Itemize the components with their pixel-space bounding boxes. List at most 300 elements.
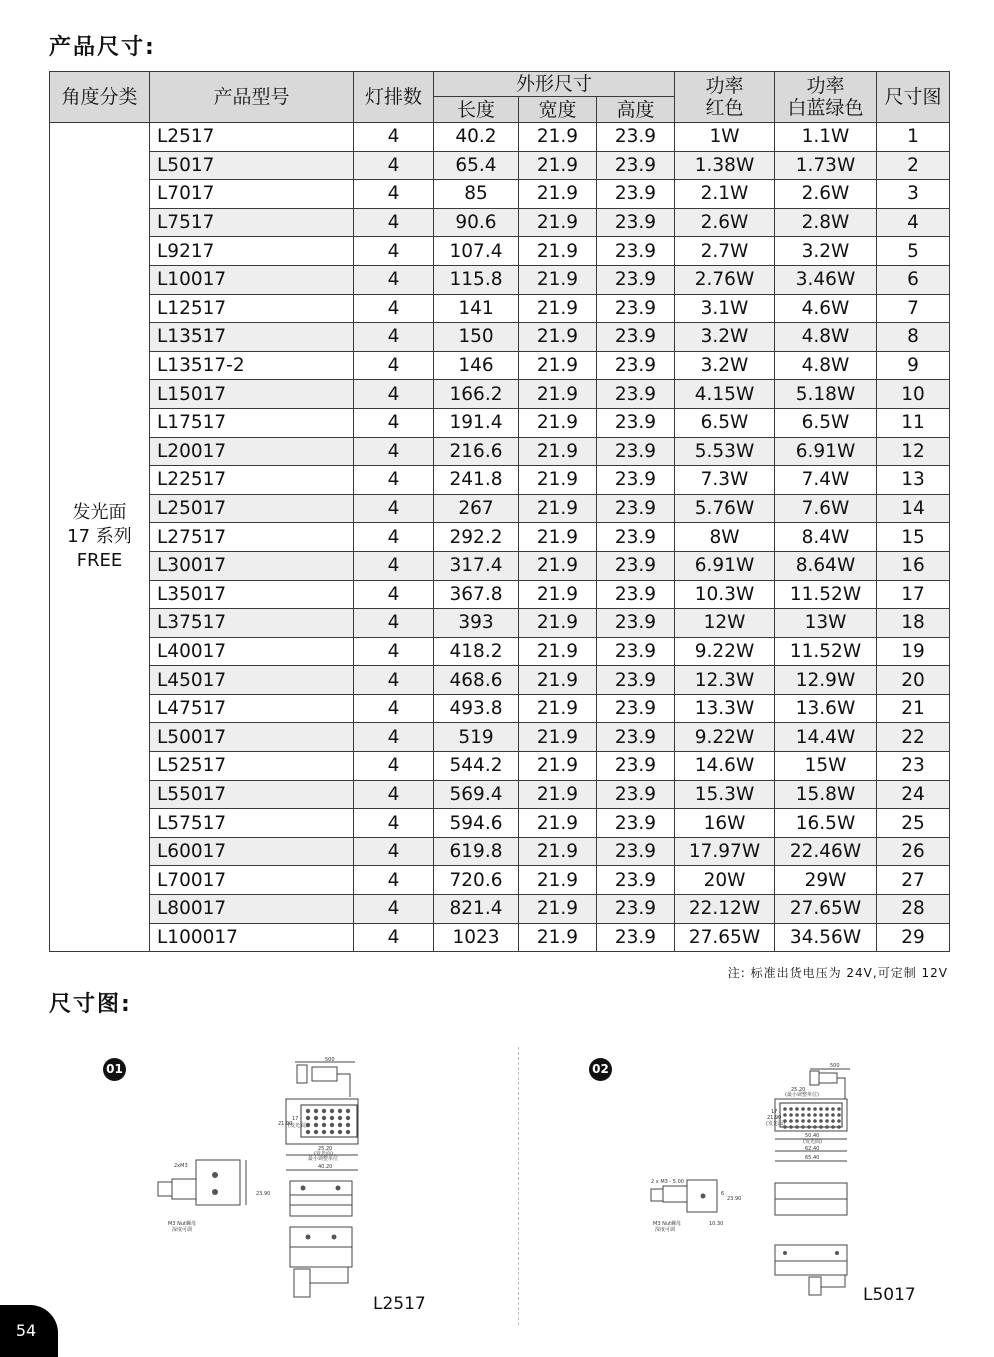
drawing-no-cell: 7	[877, 294, 950, 323]
power-red-cell: 2.76W	[675, 265, 775, 294]
power-red-cell: 2.6W	[675, 208, 775, 237]
rows-cell: 4	[354, 151, 434, 180]
product-spec-table	[49, 71, 950, 952]
height-cell: 23.9	[597, 551, 675, 580]
category-line: 17 系列	[67, 526, 132, 548]
power-red-cell: 12W	[675, 609, 775, 638]
table-row	[50, 294, 950, 323]
power-other-cell: 22.46W	[775, 837, 877, 866]
table-row	[50, 151, 950, 180]
model-cell: L12517	[150, 294, 354, 323]
power-other-cell: 8.64W	[775, 551, 877, 580]
length-cell: 619.8	[434, 837, 519, 866]
power-red-cell: 7.3W	[675, 466, 775, 495]
model-cell: L37517	[150, 609, 354, 638]
width-cell: 21.9	[519, 408, 597, 437]
section-title-product-size: 产品尺寸:	[49, 35, 156, 60]
width-cell: 21.9	[519, 551, 597, 580]
power-other-cell: 29W	[775, 866, 877, 895]
dim-side-h: 23.90	[256, 1191, 271, 1197]
dim-front-d0-note: (最小调整单位)	[785, 1092, 819, 1098]
power-other-cell: 1.1W	[775, 123, 877, 152]
rows-cell: 4	[354, 637, 434, 666]
width-cell: 21.9	[519, 752, 597, 781]
drawing-no-cell: 2	[877, 151, 950, 180]
model-cell: L9217	[150, 237, 354, 266]
header-drawing: 尺寸图	[877, 72, 950, 123]
power-other-cell: 5.18W	[775, 380, 877, 409]
header-power-other-line2: 白蓝绿色	[787, 97, 864, 119]
length-cell: 720.6	[434, 866, 519, 895]
table-row	[50, 265, 950, 294]
length-cell: 1023	[434, 923, 519, 952]
dim-side-screw2: M3 Nut螺母	[168, 1221, 196, 1227]
rows-cell: 4	[354, 265, 434, 294]
header-height: 高度	[597, 97, 675, 123]
length-cell: 569.4	[434, 780, 519, 809]
power-other-cell: 15W	[775, 752, 877, 781]
height-cell: 23.9	[597, 637, 675, 666]
table-row	[50, 351, 950, 380]
header-power-other	[775, 72, 877, 123]
drawing-number-badge: 01	[103, 1058, 126, 1081]
table-row	[50, 809, 950, 838]
width-cell: 21.9	[519, 265, 597, 294]
rows-cell: 4	[354, 523, 434, 552]
length-cell: 90.6	[434, 208, 519, 237]
dim-front-d0: 25.20	[791, 1087, 806, 1093]
length-cell: 241.8	[434, 466, 519, 495]
height-cell: 23.9	[597, 866, 675, 895]
height-cell: 23.9	[597, 466, 675, 495]
power-red-cell: 14.6W	[675, 752, 775, 781]
power-other-cell: 7.6W	[775, 494, 877, 523]
power-other-cell: 3.2W	[775, 237, 877, 266]
height-cell: 23.9	[597, 180, 675, 209]
height-cell: 23.9	[597, 580, 675, 609]
header-power-red	[675, 72, 775, 123]
drawing-no-cell: 19	[877, 637, 950, 666]
table-row	[50, 466, 950, 495]
power-other-cell: 13W	[775, 609, 877, 638]
power-other-cell: 2.8W	[775, 208, 877, 237]
rows-cell: 4	[354, 237, 434, 266]
width-cell: 21.9	[519, 123, 597, 152]
rows-cell: 4	[354, 694, 434, 723]
drawing-no-cell: 1	[877, 123, 950, 152]
power-red-cell: 9.22W	[675, 723, 775, 752]
power-other-cell: 14.4W	[775, 723, 877, 752]
model-cell: L30017	[150, 551, 354, 580]
length-cell: 166.2	[434, 380, 519, 409]
table-row	[50, 323, 950, 352]
length-cell: 544.2	[434, 752, 519, 781]
height-cell: 23.9	[597, 780, 675, 809]
power-other-cell: 6.5W	[775, 408, 877, 437]
rows-cell: 4	[354, 837, 434, 866]
height-cell: 23.9	[597, 237, 675, 266]
dim-front-w1: 21.90	[767, 1115, 782, 1121]
header-width: 宽度	[519, 97, 597, 123]
drawing-no-cell: 21	[877, 694, 950, 723]
length-cell: 468.6	[434, 666, 519, 695]
power-red-cell: 6.91W	[675, 551, 775, 580]
power-other-cell: 8.4W	[775, 523, 877, 552]
drawing-caption: L2517	[373, 1294, 426, 1314]
footnote: 注: 标准出货电压为 24V,可定制 12V	[727, 966, 948, 980]
width-cell: 21.9	[519, 237, 597, 266]
height-cell: 23.9	[597, 380, 675, 409]
category-cell	[50, 123, 150, 952]
length-cell: 146	[434, 351, 519, 380]
rows-cell: 4	[354, 294, 434, 323]
table-row	[50, 923, 950, 952]
table-row	[50, 609, 950, 638]
drawing-no-cell: 11	[877, 408, 950, 437]
model-cell: L45017	[150, 666, 354, 695]
dim-front-d1-note2: 最小调整单位	[308, 1156, 339, 1162]
power-other-cell: 11.52W	[775, 580, 877, 609]
length-cell: 115.8	[434, 265, 519, 294]
power-red-cell: 20W	[675, 866, 775, 895]
drawing-no-cell: 23	[877, 752, 950, 781]
rows-cell: 4	[354, 923, 434, 952]
rows-cell: 4	[354, 123, 434, 152]
category-line: FREE	[76, 550, 123, 572]
table-row	[50, 866, 950, 895]
model-cell: L52517	[150, 752, 354, 781]
drawing-no-cell: 12	[877, 437, 950, 466]
width-cell: 21.9	[519, 694, 597, 723]
model-cell: L50017	[150, 723, 354, 752]
width-cell: 21.9	[519, 809, 597, 838]
drawing-no-cell: 9	[877, 351, 950, 380]
model-cell: L57517	[150, 809, 354, 838]
length-cell: 40.2	[434, 123, 519, 152]
length-cell: 393	[434, 609, 519, 638]
power-other-cell: 4.8W	[775, 323, 877, 352]
model-cell: L80017	[150, 895, 354, 924]
power-other-cell: 27.65W	[775, 895, 877, 924]
width-cell: 21.9	[519, 580, 597, 609]
width-cell: 21.9	[519, 351, 597, 380]
table-row	[50, 723, 950, 752]
model-cell: L25017	[150, 494, 354, 523]
dim-front-d1: 25.20	[318, 1146, 333, 1152]
drawing-02-technical	[645, 1055, 875, 1305]
header-length: 长度	[434, 97, 519, 123]
width-cell: 21.9	[519, 294, 597, 323]
table-row	[50, 637, 950, 666]
width-cell: 21.9	[519, 466, 597, 495]
table-row	[50, 437, 950, 466]
header-power-other-line1: 功率	[806, 75, 845, 97]
power-red-cell: 12.3W	[675, 666, 775, 695]
model-cell: L17517	[150, 408, 354, 437]
drawing-no-cell: 16	[877, 551, 950, 580]
header-rows: 灯排数	[354, 72, 434, 123]
rows-cell: 4	[354, 323, 434, 352]
rows-cell: 4	[354, 895, 434, 924]
model-cell: L27517	[150, 523, 354, 552]
header-power-red-line2: 红色	[705, 97, 744, 119]
height-cell: 23.9	[597, 809, 675, 838]
table-row	[50, 408, 950, 437]
width-cell: 21.9	[519, 323, 597, 352]
power-other-cell: 15.8W	[775, 780, 877, 809]
dim-top-width: 500	[325, 1057, 335, 1063]
drawing-no-cell: 17	[877, 580, 950, 609]
header-outer-size: 外形尺寸	[434, 72, 675, 97]
dim-side-screw: 2xM3	[174, 1163, 188, 1169]
power-red-cell: 10.3W	[675, 580, 775, 609]
category-line: 发光面	[72, 502, 127, 524]
dim-side-h1: 6	[721, 1191, 725, 1197]
width-cell: 21.9	[519, 494, 597, 523]
width-cell: 21.9	[519, 637, 597, 666]
height-cell: 23.9	[597, 694, 675, 723]
length-cell: 65.4	[434, 151, 519, 180]
height-cell: 23.9	[597, 494, 675, 523]
length-cell: 493.8	[434, 694, 519, 723]
length-cell: 191.4	[434, 408, 519, 437]
height-cell: 23.9	[597, 351, 675, 380]
power-other-cell: 12.9W	[775, 666, 877, 695]
length-cell: 821.4	[434, 895, 519, 924]
power-other-cell: 13.6W	[775, 694, 877, 723]
rows-cell: 4	[354, 494, 434, 523]
dim-front-d1: 50.40	[805, 1133, 820, 1139]
drawing-no-cell: 4	[877, 208, 950, 237]
model-cell: L15017	[150, 380, 354, 409]
length-cell: 292.2	[434, 523, 519, 552]
model-cell: L60017	[150, 837, 354, 866]
model-cell: L5017	[150, 151, 354, 180]
height-cell: 23.9	[597, 723, 675, 752]
height-cell: 23.9	[597, 208, 675, 237]
power-red-cell: 15.3W	[675, 780, 775, 809]
power-red-cell: 1.38W	[675, 151, 775, 180]
rows-cell: 4	[354, 437, 434, 466]
dim-front-d3: 65.40	[805, 1155, 820, 1161]
dim-side-screw2-note: 深度可调	[655, 1227, 676, 1233]
height-cell: 23.9	[597, 752, 675, 781]
drawing-no-cell: 5	[877, 237, 950, 266]
table-row	[50, 666, 950, 695]
power-other-cell: 16.5W	[775, 809, 877, 838]
power-red-cell: 16W	[675, 809, 775, 838]
page-number-tab: 54	[0, 1305, 58, 1357]
drawing-no-cell: 10	[877, 380, 950, 409]
power-red-cell: 5.76W	[675, 494, 775, 523]
length-cell: 594.6	[434, 809, 519, 838]
dim-front-d1-note: (发光面)	[314, 1151, 333, 1157]
rows-cell: 4	[354, 809, 434, 838]
model-cell: L70017	[150, 866, 354, 895]
table-row	[50, 123, 950, 152]
rows-cell: 4	[354, 408, 434, 437]
table-row	[50, 237, 950, 266]
rows-cell: 4	[354, 723, 434, 752]
section-title-dimension-drawing: 尺寸图:	[49, 992, 132, 1017]
model-cell: L7017	[150, 180, 354, 209]
rows-cell: 4	[354, 752, 434, 781]
dim-side-screw2-note: 深度可调	[172, 1227, 193, 1233]
rows-cell: 4	[354, 551, 434, 580]
length-cell: 317.4	[434, 551, 519, 580]
drawing-no-cell: 22	[877, 723, 950, 752]
spec-table-body	[50, 123, 950, 952]
model-cell: L40017	[150, 637, 354, 666]
rows-cell: 4	[354, 609, 434, 638]
width-cell: 21.9	[519, 523, 597, 552]
length-cell: 85	[434, 180, 519, 209]
model-cell: L10017	[150, 265, 354, 294]
drawing-no-cell: 20	[877, 666, 950, 695]
height-cell: 23.9	[597, 923, 675, 952]
model-cell: L20017	[150, 437, 354, 466]
height-cell: 23.9	[597, 294, 675, 323]
rows-cell: 4	[354, 208, 434, 237]
rows-cell: 4	[354, 380, 434, 409]
model-cell: L47517	[150, 694, 354, 723]
drawing-no-cell: 6	[877, 265, 950, 294]
power-red-cell: 13.3W	[675, 694, 775, 723]
model-cell: L2517	[150, 123, 354, 152]
width-cell: 21.9	[519, 208, 597, 237]
power-red-cell: 9.22W	[675, 637, 775, 666]
length-cell: 141	[434, 294, 519, 323]
power-other-cell: 11.52W	[775, 637, 877, 666]
dim-front-w2-note: (发光面)	[288, 1123, 307, 1129]
width-cell: 21.9	[519, 895, 597, 924]
dim-front-w2: 17	[771, 1109, 778, 1115]
dim-side-screw: 2 x M3 - 5.00	[651, 1179, 684, 1185]
height-cell: 23.9	[597, 523, 675, 552]
model-cell: L13517	[150, 323, 354, 352]
length-cell: 267	[434, 494, 519, 523]
width-cell: 21.9	[519, 666, 597, 695]
drawing-no-cell: 28	[877, 895, 950, 924]
drawing-no-cell: 27	[877, 866, 950, 895]
dim-side-screw2: M3 Nut螺母	[653, 1221, 681, 1227]
drawing-no-cell: 3	[877, 180, 950, 209]
rows-cell: 4	[354, 180, 434, 209]
length-cell: 367.8	[434, 580, 519, 609]
power-other-cell: 4.6W	[775, 294, 877, 323]
header-power-red-line1: 功率	[705, 75, 744, 97]
power-red-cell: 3.2W	[675, 323, 775, 352]
table-row	[50, 208, 950, 237]
power-red-cell: 2.1W	[675, 180, 775, 209]
drawing-01-technical	[150, 1055, 370, 1305]
table-row	[50, 380, 950, 409]
drawing-no-cell: 25	[877, 809, 950, 838]
power-red-cell: 22.12W	[675, 895, 775, 924]
table-row	[50, 523, 950, 552]
length-cell: 150	[434, 323, 519, 352]
width-cell: 21.9	[519, 437, 597, 466]
power-red-cell: 27.65W	[675, 923, 775, 952]
power-other-cell: 2.6W	[775, 180, 877, 209]
power-other-cell: 6.91W	[775, 437, 877, 466]
drawing-no-cell: 26	[877, 837, 950, 866]
length-cell: 418.2	[434, 637, 519, 666]
dim-front-w2: 17	[292, 1116, 299, 1122]
dim-front-d1-note: (发光面)	[803, 1139, 822, 1145]
height-cell: 23.9	[597, 151, 675, 180]
power-red-cell: 4.15W	[675, 380, 775, 409]
height-cell: 23.9	[597, 609, 675, 638]
rows-cell: 4	[354, 666, 434, 695]
model-cell: L55017	[150, 780, 354, 809]
power-red-cell: 17.97W	[675, 837, 775, 866]
table-row	[50, 494, 950, 523]
height-cell: 23.9	[597, 895, 675, 924]
power-red-cell: 3.2W	[675, 351, 775, 380]
power-other-cell: 4.8W	[775, 351, 877, 380]
table-row	[50, 752, 950, 781]
table-row	[50, 694, 950, 723]
width-cell: 21.9	[519, 380, 597, 409]
table-row	[50, 895, 950, 924]
power-red-cell: 6.5W	[675, 408, 775, 437]
dim-front-d2: 62.40	[805, 1146, 820, 1152]
drawing-no-cell: 24	[877, 780, 950, 809]
height-cell: 23.9	[597, 265, 675, 294]
drawing-number-badge: 02	[589, 1058, 612, 1081]
height-cell: 23.9	[597, 666, 675, 695]
width-cell: 21.9	[519, 609, 597, 638]
rows-cell: 4	[354, 580, 434, 609]
length-cell: 107.4	[434, 237, 519, 266]
rows-cell: 4	[354, 351, 434, 380]
drawing-no-cell: 13	[877, 466, 950, 495]
drawing-no-cell: 15	[877, 523, 950, 552]
power-other-cell: 3.46W	[775, 265, 877, 294]
drawing-no-cell: 8	[877, 323, 950, 352]
drawing-no-cell: 14	[877, 494, 950, 523]
drawing-caption: L5017	[863, 1285, 916, 1305]
model-cell: L35017	[150, 580, 354, 609]
rows-cell: 4	[354, 466, 434, 495]
rows-cell: 4	[354, 866, 434, 895]
power-red-cell: 8W	[675, 523, 775, 552]
dim-top-width: 500	[830, 1063, 840, 1069]
header-model: 产品型号	[150, 72, 354, 123]
width-cell: 21.9	[519, 723, 597, 752]
power-other-cell: 34.56W	[775, 923, 877, 952]
height-cell: 23.9	[597, 123, 675, 152]
header-angle: 角度分类	[50, 72, 150, 123]
power-red-cell: 5.53W	[675, 437, 775, 466]
width-cell: 21.9	[519, 180, 597, 209]
drawing-no-cell: 29	[877, 923, 950, 952]
dim-side-h3: 10.30	[709, 1221, 724, 1227]
length-cell: 519	[434, 723, 519, 752]
power-other-cell: 7.4W	[775, 466, 877, 495]
dim-front-d2: 40.20	[318, 1164, 333, 1170]
table-row	[50, 580, 950, 609]
model-cell: L13517-2	[150, 351, 354, 380]
drawing-no-cell: 18	[877, 609, 950, 638]
width-cell: 21.9	[519, 151, 597, 180]
height-cell: 23.9	[597, 437, 675, 466]
table-row	[50, 180, 950, 209]
rows-cell: 4	[354, 780, 434, 809]
width-cell: 21.9	[519, 837, 597, 866]
dim-front-w2-note: (发光面)	[766, 1121, 785, 1127]
